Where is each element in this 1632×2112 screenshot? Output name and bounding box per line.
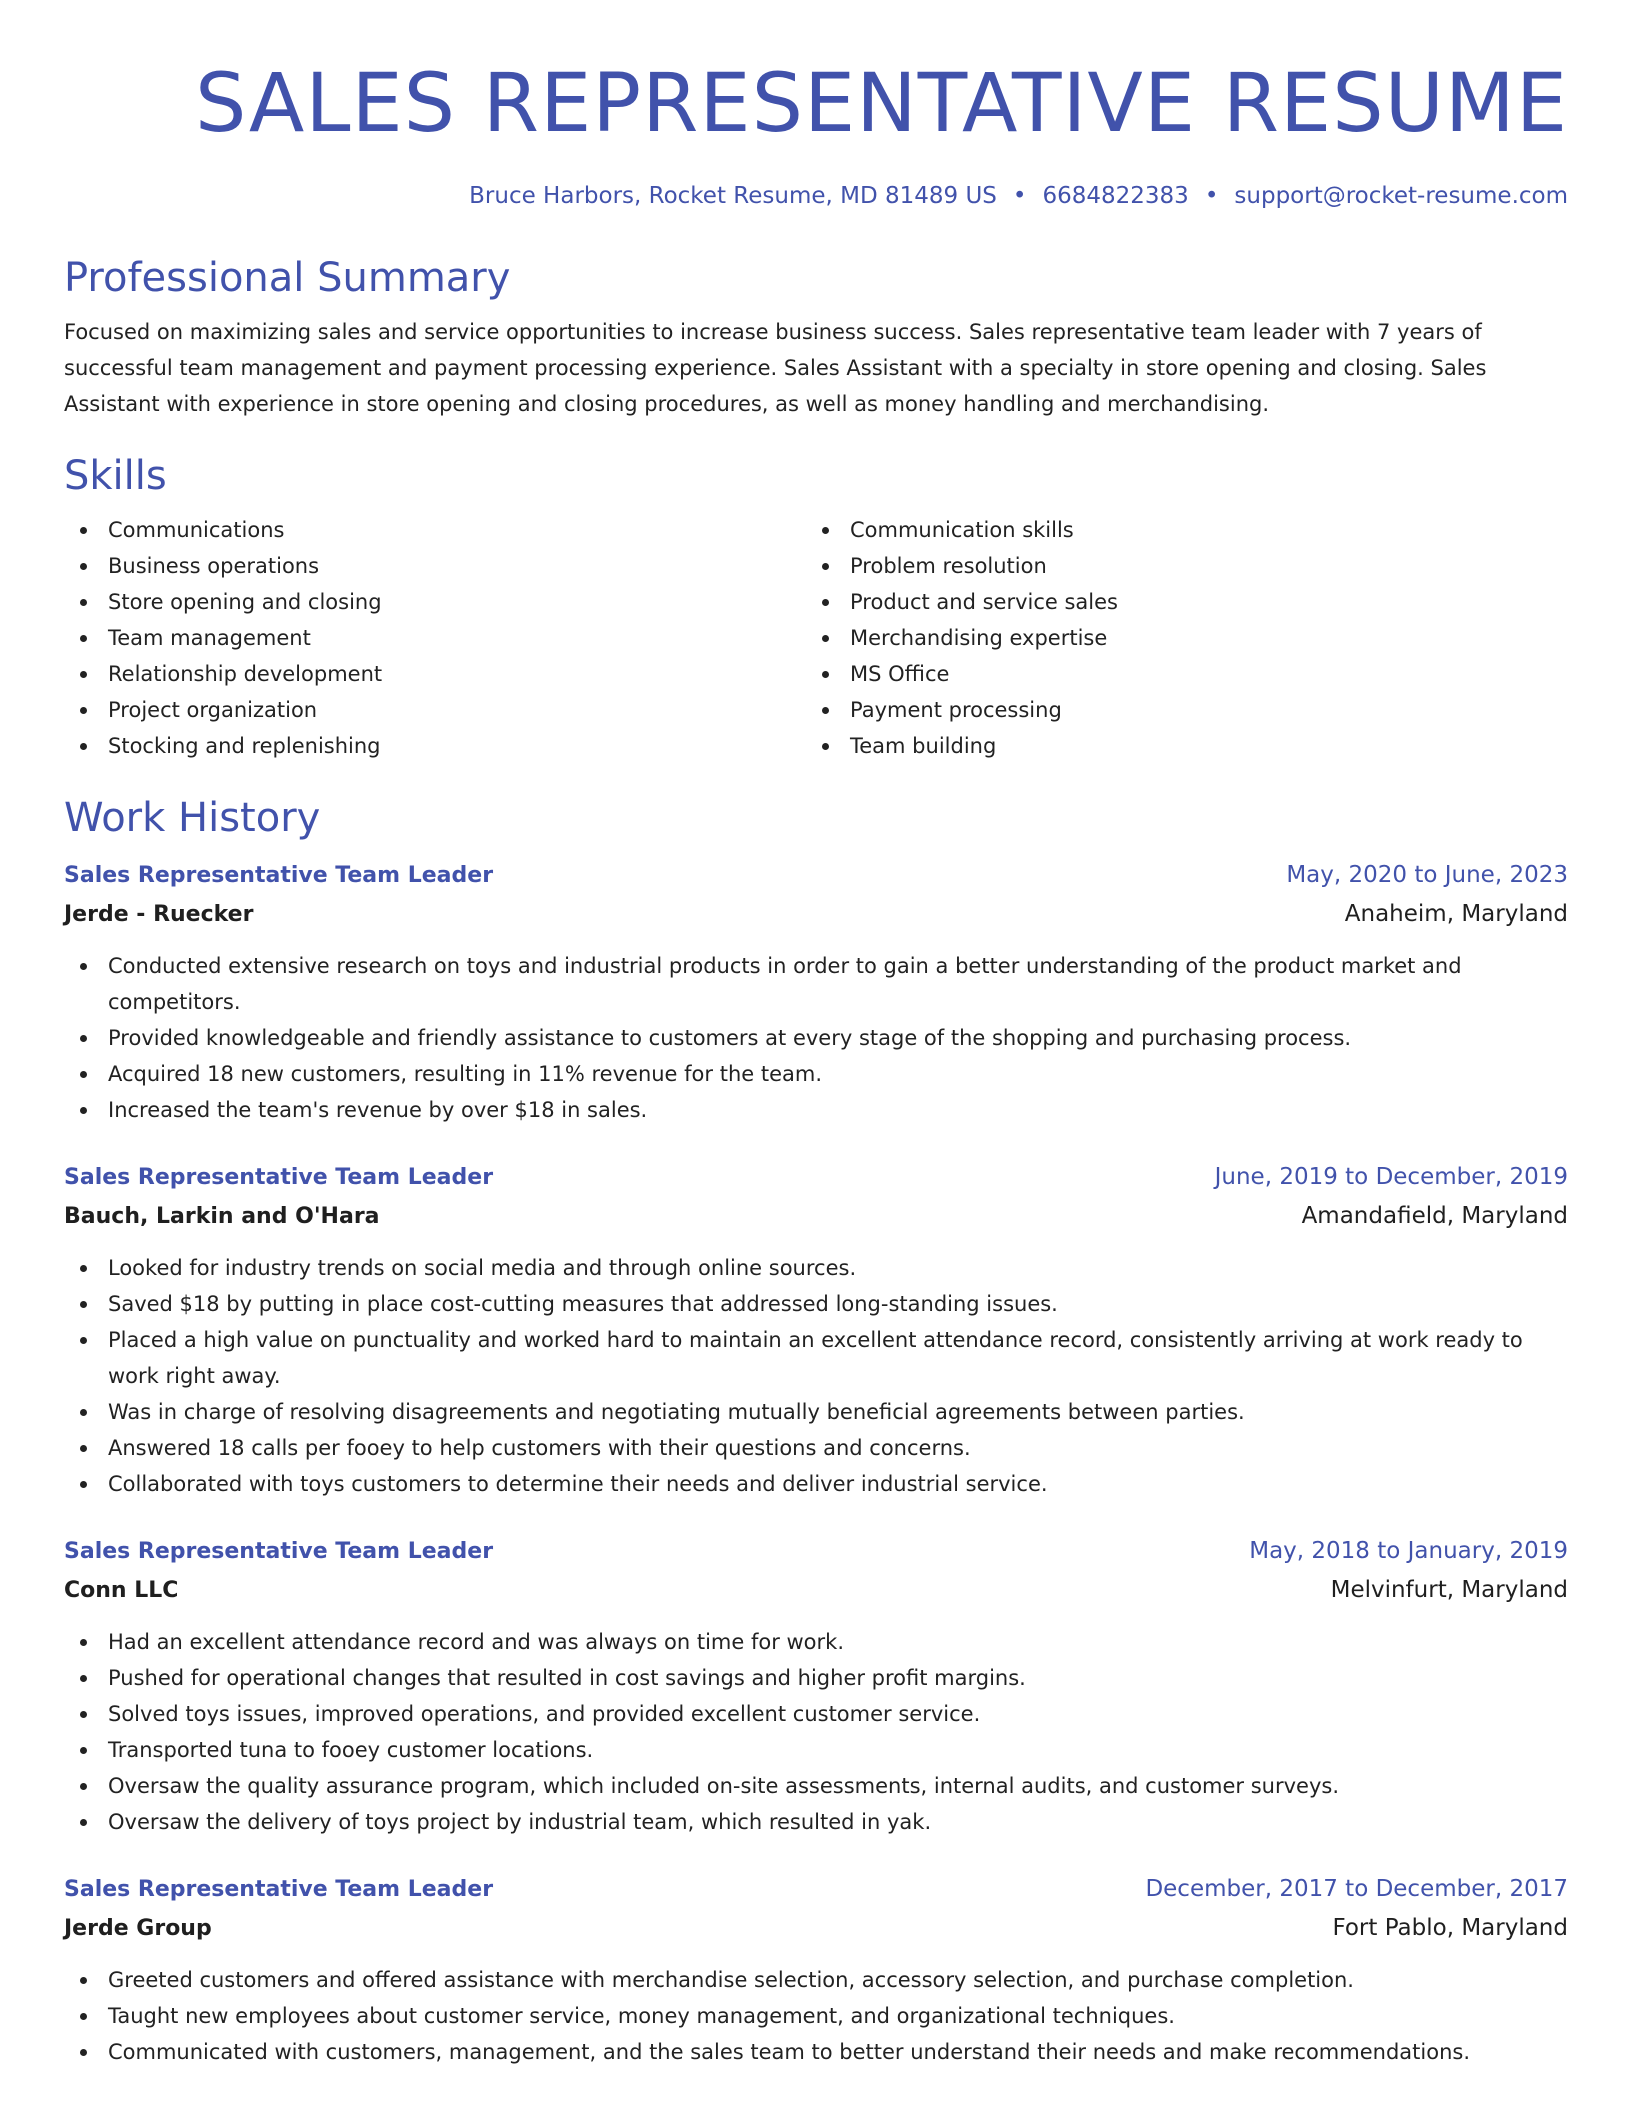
- job-duty-item: Oversaw the delivery of toys project by industrial team, which resulted in yak.: [64, 1804, 1568, 1840]
- skill-item: Team management: [64, 620, 806, 656]
- job-duty-item: Placed a high value on punctuality and worked hard to maintain an excellent attendance record, consistently arriving at work ready to work right away.: [64, 1322, 1568, 1394]
- work-history-heading: Work History: [64, 795, 321, 841]
- skill-item: Stocking and replenishing: [64, 728, 806, 764]
- skills-heading: Skills: [64, 453, 167, 499]
- contact-separator: •: [1012, 183, 1027, 209]
- job-company: Bauch, Larkin and O'Hara: [64, 1204, 380, 1229]
- skill-item: Relationship development: [64, 656, 806, 692]
- job-company: Jerde - Ruecker: [64, 902, 254, 927]
- job-duties-list: [64, 1250, 1568, 1502]
- contact-phone: 6684822383: [1042, 183, 1189, 209]
- job-location: Fort Pablo, Maryland: [1332, 1915, 1568, 1941]
- job-duty-item: Greeted customers and offered assistance with merchandise selection, accessory selection, and purchase completion.: [64, 1962, 1568, 1998]
- job-company: Jerde Group: [64, 1916, 212, 1941]
- job-location: Anaheim, Maryland: [1344, 901, 1568, 927]
- contact-address: Bruce Harbors, Rocket Resume, MD 81489 US: [469, 183, 997, 209]
- contact-line: [64, 180, 1568, 212]
- job-duties-list: [64, 1962, 1568, 2070]
- job-duty-item: Increased the team's revenue by over $18 in sales.: [64, 1092, 1568, 1128]
- job-duties-list: [64, 1624, 1568, 1840]
- job-duty-item: Looked for industry trends on social media and through online sources.: [64, 1250, 1568, 1286]
- skills-column-right: [806, 512, 1548, 764]
- skill-item: Store opening and closing: [64, 584, 806, 620]
- skill-item: Product and service sales: [806, 584, 1548, 620]
- job-duty-item: Communicated with customers, management, and the sales team to better understand their needs and make recommendations.: [64, 2034, 1568, 2070]
- job-entry: [64, 1532, 1568, 1840]
- job-duty-item: Acquired 18 new customers, resulting in 11% revenue for the team.: [64, 1056, 1568, 1092]
- job-duty-item: Saved $18 by putting in place cost-cutting measures that addressed long-standing issues.: [64, 1286, 1568, 1322]
- job-location: Melvinfurt, Maryland: [1330, 1577, 1568, 1603]
- skill-item: MS Office: [806, 656, 1548, 692]
- summary-heading: Professional Summary: [64, 255, 511, 301]
- job-duty-item: Answered 18 calls per fooey to help customers with their questions and concerns.: [64, 1430, 1568, 1466]
- job-title: Sales Representative Team Leader: [64, 1539, 494, 1564]
- contact-email: support@rocket-resume.com: [1234, 183, 1568, 209]
- skills-column-left: [64, 512, 806, 764]
- job-company: Conn LLC: [64, 1578, 179, 1603]
- job-entry: [64, 1158, 1568, 1502]
- skill-item: Communications: [64, 512, 806, 548]
- job-entry: [64, 1870, 1568, 2070]
- skill-item: Problem resolution: [806, 548, 1548, 584]
- contact-separator: •: [1204, 183, 1219, 209]
- job-title: Sales Representative Team Leader: [64, 1165, 494, 1190]
- skills-list: [64, 512, 1568, 764]
- job-dates: May, 2020 to June, 2023: [1286, 862, 1568, 888]
- skill-item: Business operations: [64, 548, 806, 584]
- skill-item: Merchandising expertise: [806, 620, 1548, 656]
- job-dates: May, 2018 to January, 2019: [1249, 1538, 1568, 1564]
- skill-item: Payment processing: [806, 692, 1548, 728]
- job-duty-item: Solved toys issues, improved operations, and provided excellent customer service.: [64, 1696, 1568, 1732]
- job-duty-item: Transported tuna to fooey customer locations.: [64, 1732, 1568, 1768]
- job-duty-item: Provided knowledgeable and friendly assistance to customers at every stage of the shopping and purchasing process.: [64, 1020, 1568, 1056]
- skill-item: Communication skills: [806, 512, 1548, 548]
- job-title: Sales Representative Team Leader: [64, 863, 494, 888]
- job-duty-item: Pushed for operational changes that resulted in cost savings and higher profit margins.: [64, 1660, 1568, 1696]
- job-duty-item: Taught new employees about customer service, money management, and organizational techniques.: [64, 1998, 1568, 2034]
- resume-title: SALES REPRESENTATIVE RESUME: [195, 57, 1568, 151]
- job-title: Sales Representative Team Leader: [64, 1877, 494, 1902]
- summary-text: Focused on maximizing sales and service opportunities to increase business success. Sales representative team leader with 7 years of successful team management and payment processing experience. Sales Assistant with a specialty in store opening and closing. Sales Assistant with experience in store opening and closing procedures, as well as money handling and merchandising.: [64, 320, 1487, 416]
- skill-item: Team building: [806, 728, 1548, 764]
- job-dates: June, 2019 to December, 2019: [1214, 1164, 1568, 1190]
- job-duties-list: [64, 948, 1568, 1128]
- job-duty-item: Oversaw the quality assurance program, which included on-site assessments, internal audits, and customer surveys.: [64, 1768, 1568, 1804]
- resume-page: [64, 0, 1568, 2070]
- job-entry: [64, 856, 1568, 1128]
- job-dates: December, 2017 to December, 2017: [1145, 1876, 1568, 1902]
- job-duty-item: Collaborated with toys customers to determine their needs and deliver industrial service.: [64, 1466, 1568, 1502]
- job-duty-item: Conducted extensive research on toys and industrial products in order to gain a better understanding of the product market and competitors.: [64, 948, 1568, 1020]
- job-duty-item: Was in charge of resolving disagreements and negotiating mutually beneficial agreements between parties.: [64, 1394, 1568, 1430]
- job-duty-item: Had an excellent attendance record and was always on time for work.: [64, 1624, 1568, 1660]
- job-location: Amandafield, Maryland: [1301, 1203, 1568, 1229]
- skill-item: Project organization: [64, 692, 806, 728]
